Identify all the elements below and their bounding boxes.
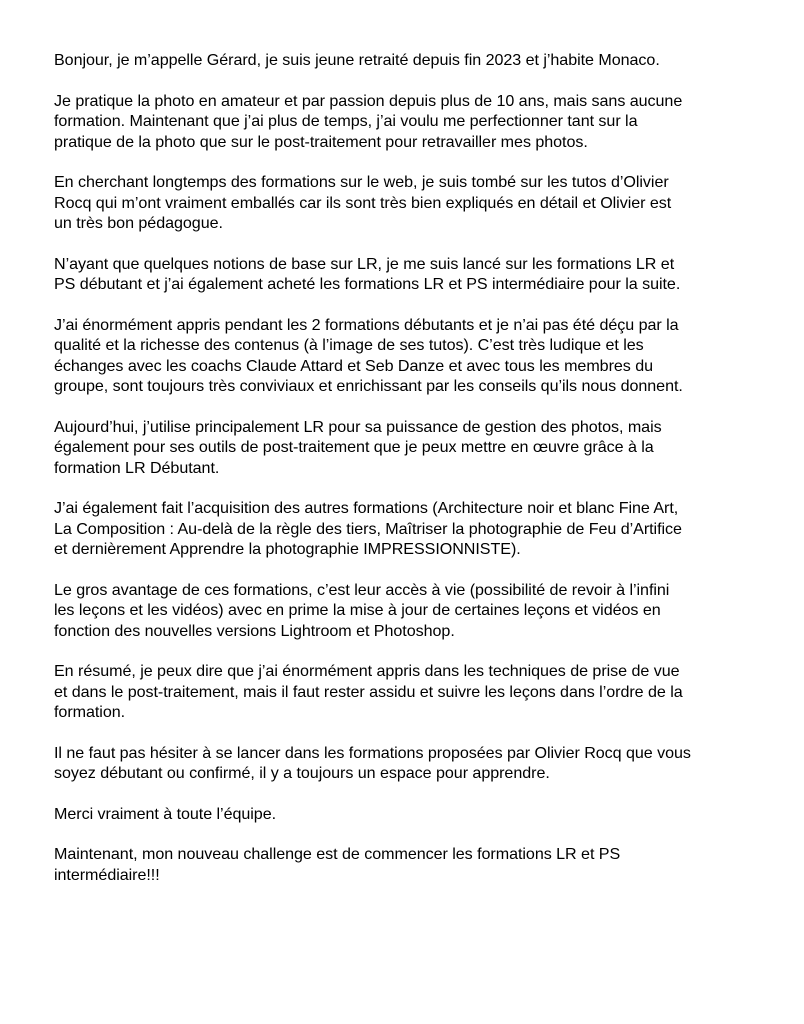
text-line: Le gros avantage de ces formations, c’est leur accès à vie (possibilité de revoir à l’infini [54,580,670,599]
text-line: Maintenant, mon nouveau challenge est de commencer les formations LR et PS [54,845,621,863]
text-line: un très bon pédagogue. [54,214,223,232]
paragraph-recommendation [54,743,754,784]
text-line: Il ne faut pas hésiter à se lancer dans les formations proposées par Olivier Rocq que vous [54,743,691,762]
paragraph-other-courses [54,498,754,560]
text-line: N’ayant que quelques notions de base sur LR, je me suis lancé sur les formations LR et [54,254,675,273]
text-line: J’ai également fait l’acquisition des autres formations (Architecture noir et blanc Fine Art, [54,499,679,517]
text-line: Bonjour, je m’appelle Gérard, je suis jeune retraité depuis fin 2023 et j’habite Monaco. [54,51,660,69]
text-line: Merci vraiment à toute l’équipe. [54,804,277,823]
text-line: Je pratique la photo en amateur et par passion depuis plus de 10 ans, mais sans aucune [54,91,683,110]
text-line: qualité et la richesse des contenus (à l’image de ses tutos). C’est très ludique et les [54,336,644,354]
text-line: J’ai énormément appris pendant les 2 formations débutants et je n’ai pas été déçu par la [54,315,679,334]
text-line: soyez débutant ou confirmé, il y a toujours un espace pour apprendre. [54,764,550,782]
paragraph-learning-experience [54,315,754,397]
paragraph-practice [54,91,754,153]
text-line: fonction des nouvelles versions Lightroom et Photoshop. [54,621,455,640]
text-line: échanges avec les coachs Claude Attard et Seb Danze et avec tous les membres du [54,356,654,375]
text-line: formation LR Débutant. [54,458,220,477]
paragraph-introduction [54,50,754,71]
text-line: formation. Maintenant que j’ai plus de temps, j’ai voulu me perfectionner tant sur la [54,112,638,130]
text-line: pratique de la photo que sur le post-traitement pour retravailler mes photos. [54,132,588,151]
document-body [54,50,754,905]
paragraph-lightroom-usage [54,417,754,479]
paragraph-discovery [54,172,754,234]
text-line: intermédiaire!!! [54,865,160,884]
text-line: En résumé, je peux dire que j’ai énormément appris dans les techniques de prise de vue [54,662,680,680]
paragraph-lifetime-access [54,580,754,642]
text-line: En cherchant longtemps des formations sur le web, je suis tombé sur les tutos d’Olivier [54,173,669,191]
text-line: La Composition : Au-delà de la règle des tiers, Maîtriser la photographie de Feu d’Artifice [54,519,682,538]
text-line: les leçons et les vidéos) avec en prime la mise à jour de certaines leçons et vidéos en [54,601,661,619]
text-line: PS débutant et j’ai également acheté les formations LR et PS intermédiaire pour la suite. [54,275,681,293]
text-line: également pour ses outils de post-traitement que je peux mettre en œuvre grâce à la [54,438,654,456]
text-line: formation. [54,703,126,721]
paragraph-next-challenge [54,844,754,885]
text-line: Rocq qui m’ont vraiment emballés car ils sont très bien expliqués en détail et Olivier est [54,193,672,212]
paragraph-thanks [54,804,754,825]
text-line: Aujourd’hui, j’utilise principalement LR pour sa puissance de gestion des photos, mais [54,417,662,436]
text-line: groupe, sont toujours très conviviaux et enrichissant par les conseils qu’ils nous donnent. [54,377,683,395]
text-line: et dernièrement Apprendre la photographie IMPRESSIONNISTE). [54,540,521,558]
text-line: et dans le post-traitement, mais il faut rester assidu et suivre les leçons dans l’ordre de la [54,682,683,701]
paragraph-beginner-courses [54,254,754,295]
paragraph-summary [54,661,754,723]
